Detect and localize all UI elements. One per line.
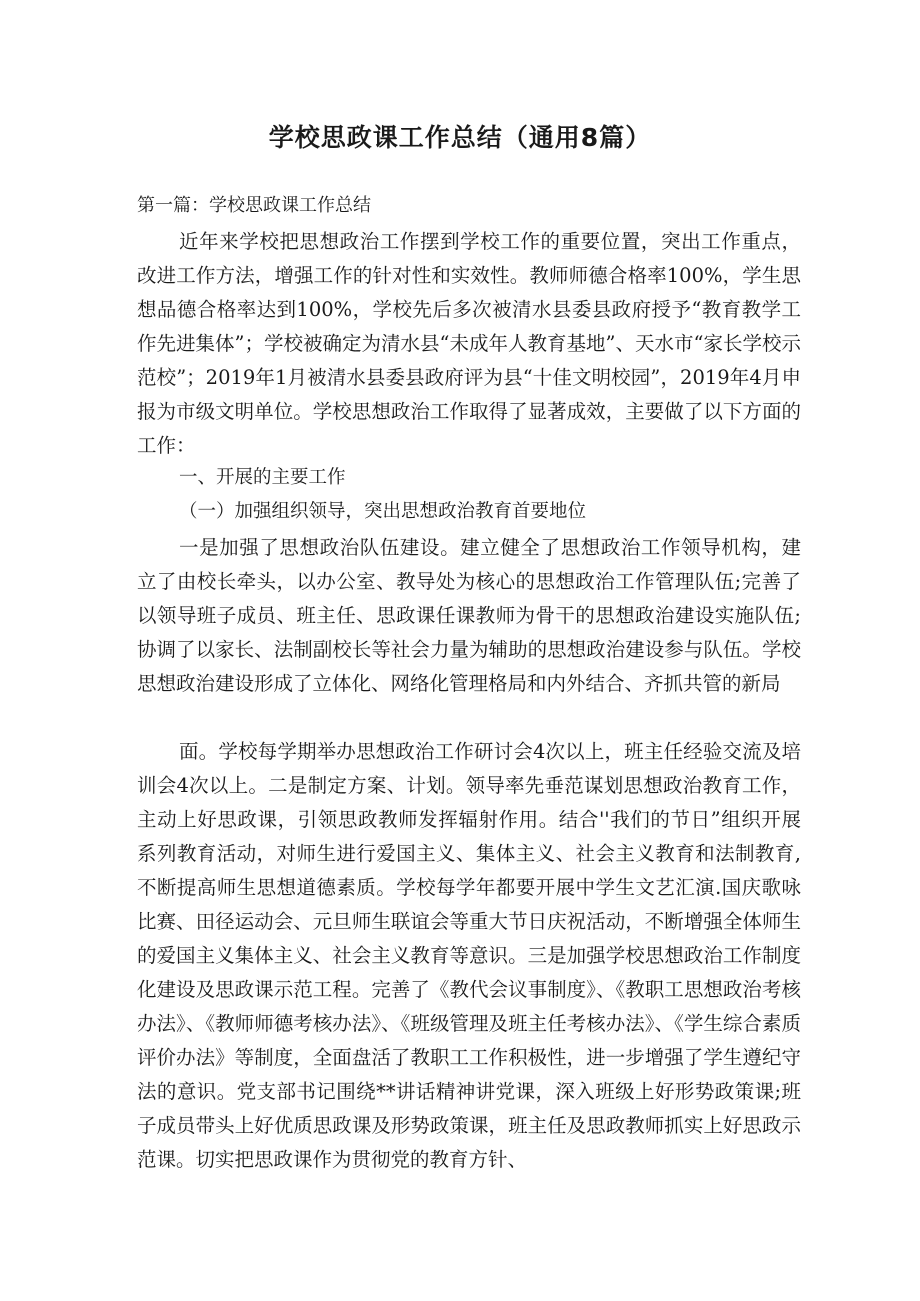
subheading-main-work: 一、开展的主要工作 [179, 467, 346, 488]
paragraph-activities: 面。学校每学期举办思想政治工作研讨会4次以上，班主任经验交流及培训会4次以上。二是制定方案、计划。领导率先垂范谋划思想政治教育工作，主动上好思政课，引领思政教师发挥辐射作用。结合''我们的节日”组织开展系列教育活动，对师生进行爱国主义、集体主义、社会主义教育和法制教育,不断提高师生思想道德素质。学校每学年都要开展中学生文艺汇演.国庆歌咏比赛、田径运动会、元旦师生联谊会等重大节日庆祝活动，不断增强全体师生的爱国主义集体主义、社会主义教育等意识。三是加强学校思想政治工作制度化建设及思政课示范工程。完善了《教代会议事制度》、《教职工思想政治考核办法》、《教师师德考核办法》、《班级管理及班主任考核办法》、《学生综合素质评价办法》等制度，全面盘活了教职工工作积极性，进一步增强了学生遵纪守法的意识。党支部书记围绕**讲话精神讲党课，深入班级上好形势政策课;班子成员带头上好优质思政课及形势政策课，班主任及思政教师抓实上好思政示范课。切实把思政课作为贯彻党的教育方针、 [137, 740, 801, 1171]
subheading-organization: （一）加强组织领导，突出思想政治教育首要地位 [179, 501, 587, 522]
document-title: 学校思政课工作总结（通用8篇） [268, 123, 652, 152]
paragraph-intro: 近年来学校把思想政治工作摆到学校工作的重要位置，突出工作重点，改进工作方法，增强工作的针对性和实效性。教师师德合格率100%，学生思想品德合格率达到100%，学校先后多次被清水县委县政府授予“教育教学工作先进集体”；学校被确定为清水县“未成年人教育基地”、天水市“家长学校示范校”；2019年1月被清水县委县政府评为县“十佳文明校园”，2019年4月申报为市级文明单位。学校思想政治工作取得了显著成效，主要做了以下方面的工作： [137, 230, 801, 457]
section-heading: 第一篇：学校思政课工作总结 [137, 195, 371, 216]
paragraph-team-building: 一是加强了思想政治队伍建设。建立健全了思想政治工作领导机构，建立了由校长牵头，以办公室、教导处为核心的思想政治工作管理队伍;完善了以领导班子成员、班主任、思政课任课教师为骨干的思想政治建设实施队伍;协调了以家长、法制副校长等社会力量为辅助的思想政治建设参与队伍。学校思想政治建设形成了立体化、网络化管理格局和内外结合、齐抓共管的新局 [137, 536, 801, 695]
